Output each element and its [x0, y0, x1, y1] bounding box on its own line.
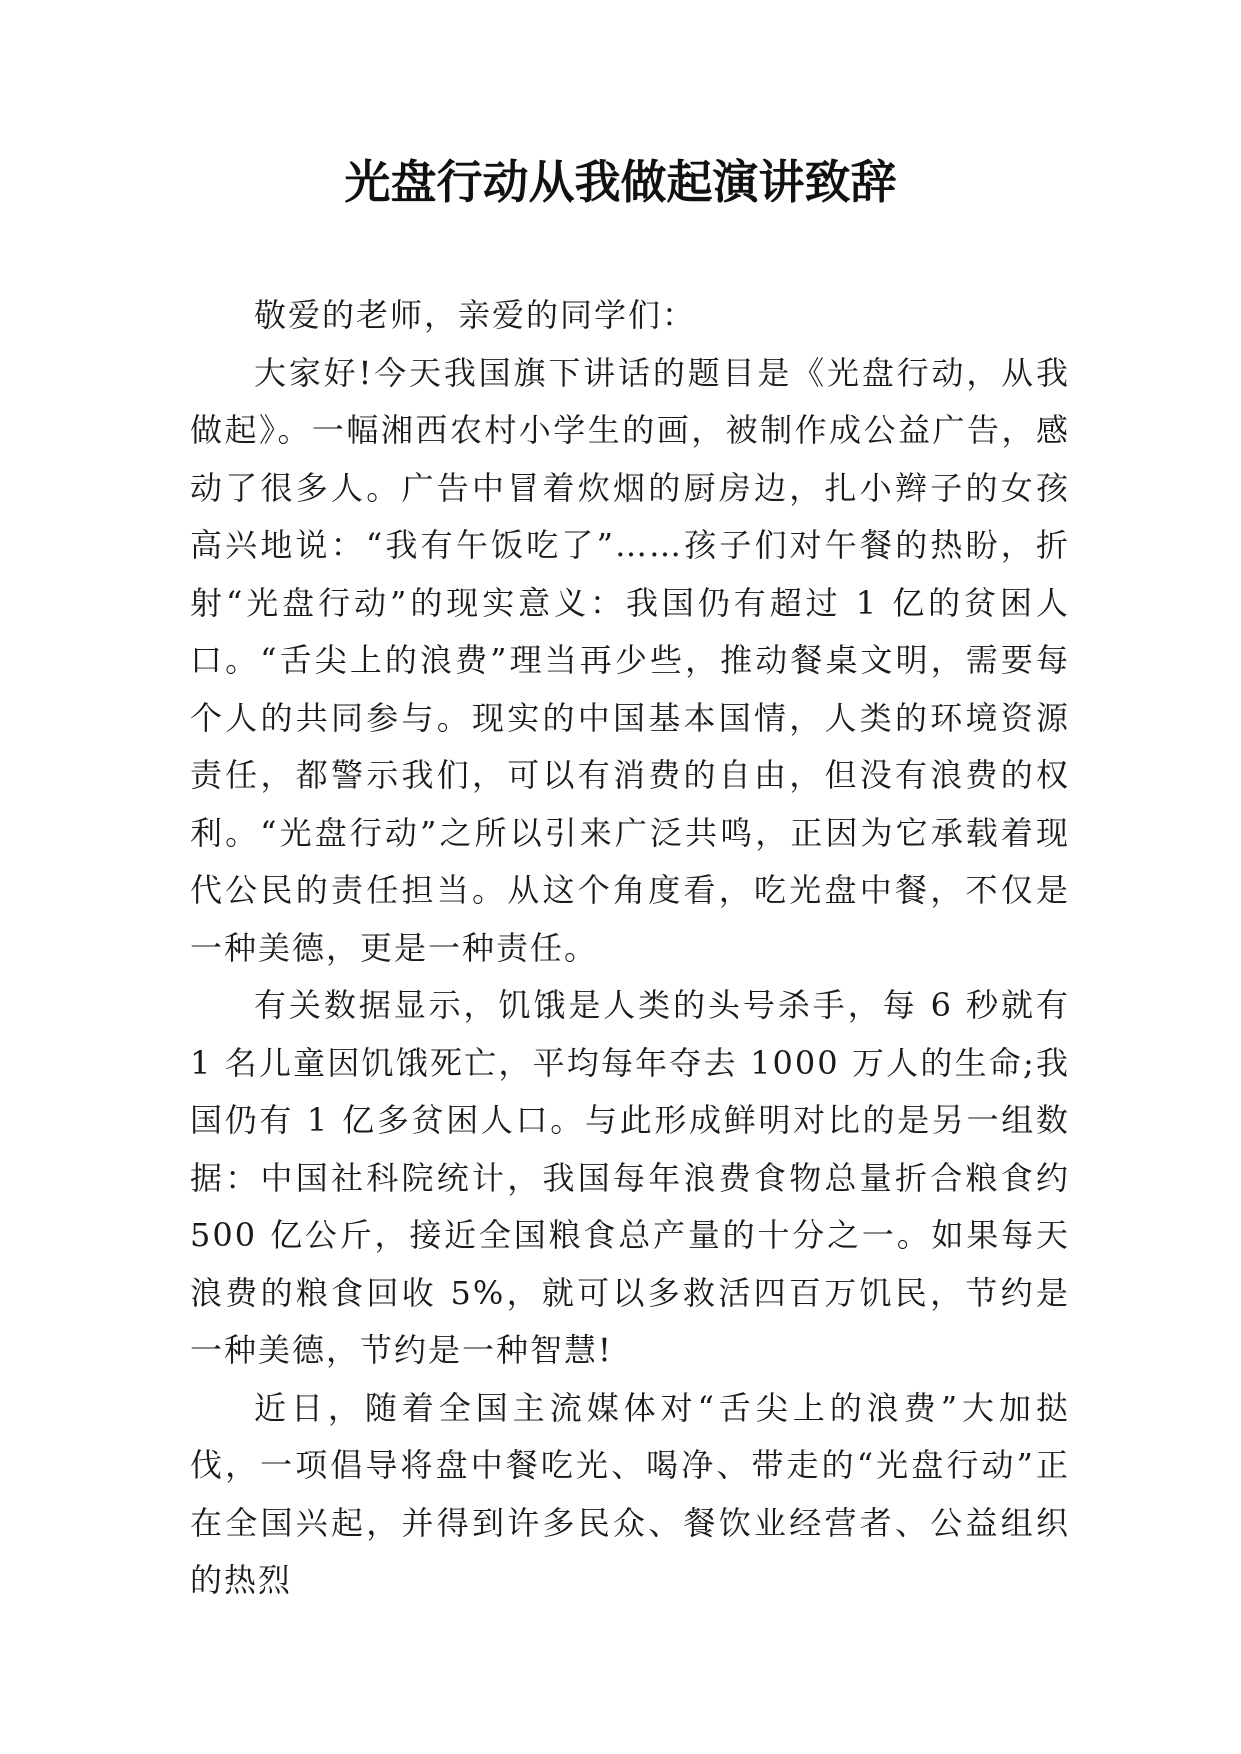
salutation-paragraph: 敬爱的老师，亲爱的同学们： — [254, 296, 697, 334]
document-title: 光盘行动从我做起演讲致辞 — [344, 155, 897, 209]
document-body — [190, 287, 1070, 1610]
body-paragraph-3: 近日，随着全国主流媒体对“舌尖上的浪费”大加挞伐，一项倡导将盘中餐吃光、喝净、带走的“光盘行动”正在全国兴起，并得到许多民众、餐饮业经营者、公益组织的热烈 — [190, 1388, 1070, 1599]
body-paragraph-1: 大家好!今天我国旗下讲话的题目是《光盘行动，从我做起》。一幅湘西农村小学生的画，被制作成公益广告，感动了很多人。广告中冒着炊烟的厨房边，扎小辫子的女孩高兴地说：“我有午饭吃了”……孩子们对午餐的热盼，折射“光盘行动”的现实意义：我国仍有超过 1 亿的贫困人口。“舌尖上的浪费”理当再少些，推动餐桌文明，需要每个人的共同参与。现实的中国基本国情，人类的环境资源责任，都警示我们，可以有消费的自由，但没有浪费的权利。“光盘行动”之所以引来广泛共鸣，正因为它承载着现代公民的责任担当。从这个角度看，吃光盘中餐，不仅是一种美德，更是一种责任。 — [190, 353, 1070, 967]
body-paragraph-2: 有关数据显示，饥饿是人类的头号杀手，每 6 秒就有 1 名儿童因饥饿死亡，平均每年夺去 1000 万人的生命;我国仍有 1 亿多贫困人口。与此形成鲜明对比的是另一组数据：中国社科院统计，我国每年浪费食物总量折合粮食约 500 亿公斤，接近全国粮食总产量的十分之一。如果每天浪费的粮食回收 5%，就可以多救活四百万饥民，节约是一种美德，节约是一种智慧! — [190, 986, 1070, 1369]
